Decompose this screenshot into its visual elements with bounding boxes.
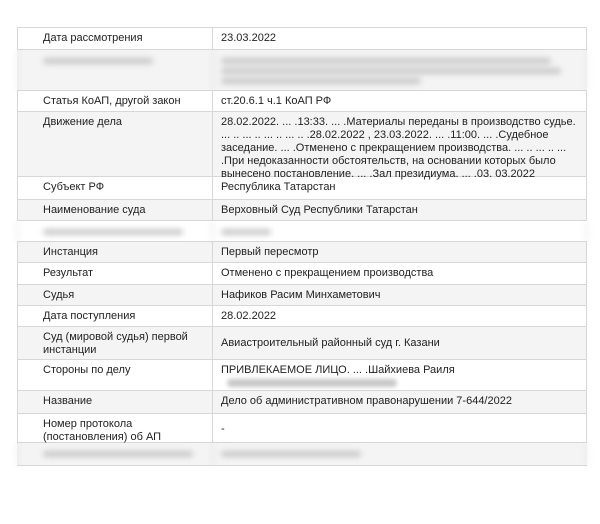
table-row (17, 305, 587, 326)
row-label: Результат (17, 263, 213, 284)
row-value: Отменено с прекращением производства (213, 263, 587, 284)
row-value: - (213, 414, 587, 442)
row-label: Суд (мировой судья) первой инстанции (17, 327, 213, 359)
table-row (17, 359, 587, 390)
row-value: 23.03.2022 (213, 28, 587, 49)
row-value: Дело об административном правонарушении 7-644/2022 (213, 391, 587, 413)
table-row (17, 241, 587, 262)
table-row (17, 413, 587, 442)
row-label: Инстанция (17, 242, 213, 262)
table-row (17, 390, 587, 413)
row-label: Движение дела (17, 112, 213, 176)
redacted-parties (227, 379, 397, 387)
row-value: Республика Татарстан (213, 177, 587, 199)
row-value (213, 360, 587, 390)
table-row (17, 262, 587, 284)
table-row (17, 284, 587, 305)
table-row (17, 326, 587, 359)
row-label: Название (17, 391, 213, 413)
table-row (17, 27, 587, 49)
row-label: Номер протокола (постановления) об АП (17, 414, 213, 442)
row-label: Дата рассмотрения (17, 28, 213, 49)
row-label: Наименование суда (17, 200, 213, 220)
row-value: 28.02.2022. ... .13:33. ... .Материалы переданы в производство судье. ... .. ... .. ... .. ... .. .28.02.2022 , 23.03.2022. ... .11:00. ... .Судебное заседание. ... .Отменено с прекращением производства. ... .. ... .. ... .При недоказанности обстоятельств, на основании которых было вынесено постановление. ... .Зал президиума. ... .03. 03.2022 (213, 112, 587, 176)
table-row (17, 90, 587, 111)
row-label: Стороны по делу (17, 360, 213, 390)
row-label: Субъект РФ (17, 177, 213, 199)
row-label: Дата поступления (17, 306, 213, 326)
case-details-table (17, 27, 587, 466)
redacted-label (17, 50, 213, 90)
redacted-row (17, 220, 587, 241)
row-value: ст.20.6.1 ч.1 КоАП РФ (213, 91, 587, 111)
row-value: Авиастроительный районный суд г. Казани (213, 327, 587, 359)
row-value: 28.02.2022 (213, 306, 587, 326)
redacted-row (17, 442, 587, 466)
parties-text: ПРИВЛЕКАЕМОЕ ЛИЦО. ... .Шайхиева Раиля (221, 364, 455, 376)
row-value: Верховный Суд Республики Татарстан (213, 200, 587, 220)
table-row (17, 111, 587, 180)
redacted-label (17, 221, 213, 241)
row-label: Судья (17, 285, 213, 305)
table-row (17, 176, 587, 199)
redacted-label (17, 443, 213, 465)
redacted-value (213, 50, 587, 90)
table-row (17, 199, 587, 220)
row-label: Статья КоАП, другой закон (17, 91, 213, 111)
redacted-value (213, 221, 587, 241)
row-value: Нафиков Расим Минхаметович (213, 285, 587, 305)
redacted-row (17, 49, 587, 90)
redacted-value (213, 443, 587, 465)
row-value: Первый пересмотр (213, 242, 587, 262)
